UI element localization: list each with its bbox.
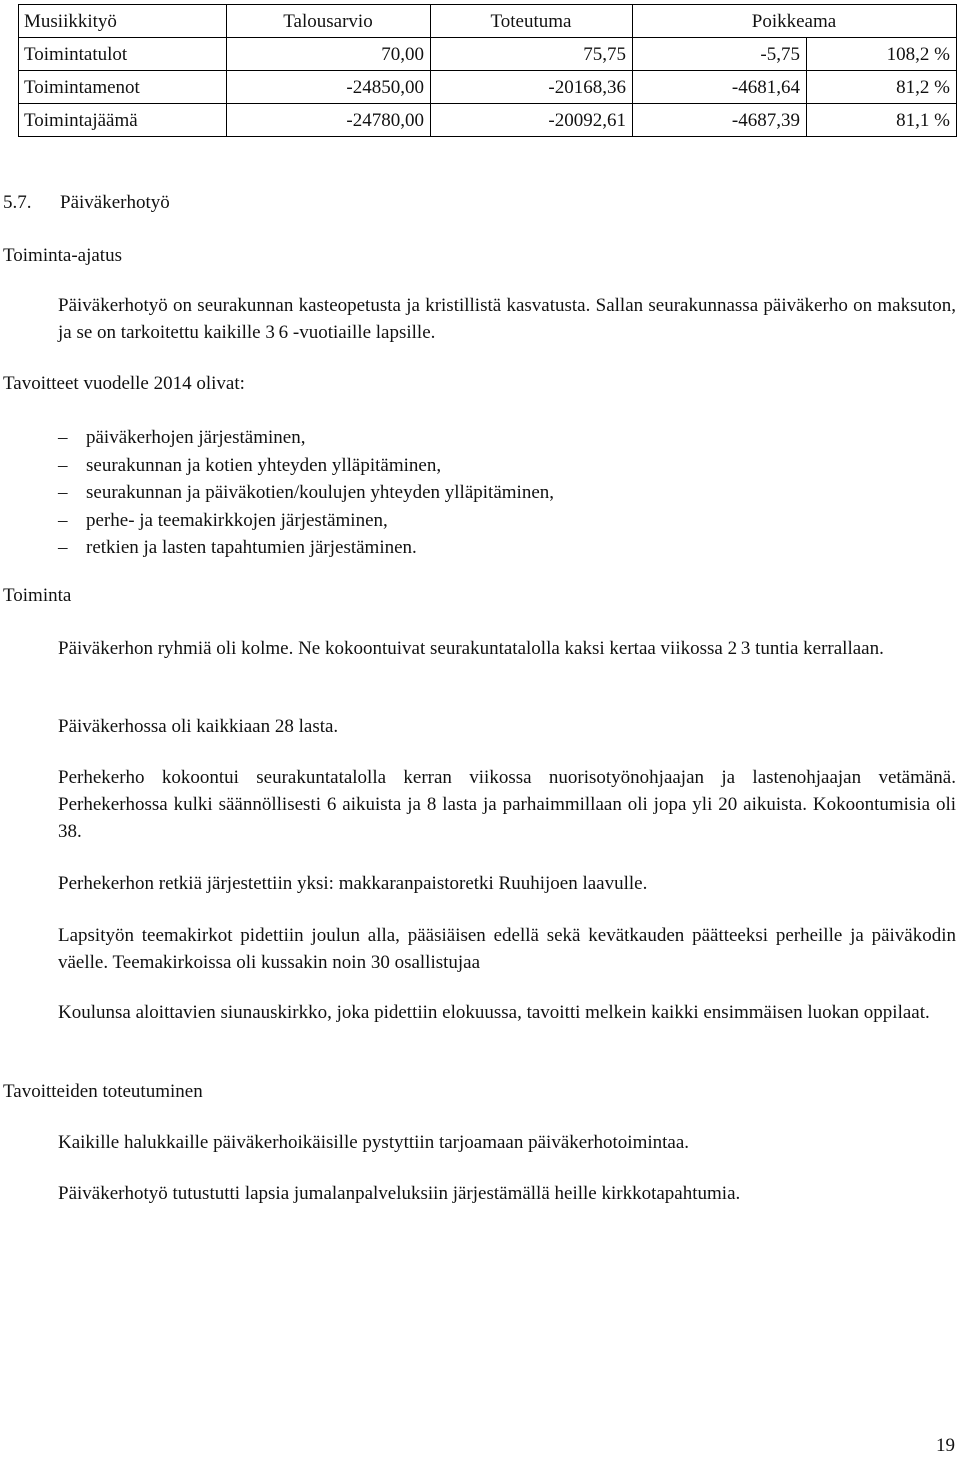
table-cell: 70,00 xyxy=(227,38,431,71)
table-row xyxy=(19,71,957,104)
table-cell: 75,75 xyxy=(431,38,633,71)
table-header-cell: Musiikkityö xyxy=(19,5,227,38)
activity-paragraph: Koulunsa aloittavien siunauskirkko, joka pidettiin elokuussa, tavoitti melkein kaikki ensimmäisen luokan oppilaat. xyxy=(58,1002,930,1023)
table-cell: -4681,64 xyxy=(633,71,807,104)
section-title: Päiväkerhotyö xyxy=(60,192,170,213)
table-header-cell: Toteutuma xyxy=(431,5,633,38)
table-cell: -20168,36 xyxy=(431,71,633,104)
table-cell: 81,2 % xyxy=(807,71,957,104)
finance-table xyxy=(18,4,957,137)
list-dash: – xyxy=(58,427,68,448)
list-dash: – xyxy=(58,482,68,503)
table-cell: -24780,00 xyxy=(227,104,431,137)
table-header-row xyxy=(19,5,957,38)
list-dash: – xyxy=(58,454,68,476)
page-number: 19 xyxy=(936,1435,955,1456)
activity-paragraph: Perhekerho kokoontui seurakuntatalolla kerran viikossa nuorisotyönohjaajan ja lastenohjaajan vetämänä. Perhekerhossa kulki säännöllisesti 6 aikuista ja 8 lasta ja parhaimmillaan oli jopa yli 20 aikuista. Kokoontumisia oli 38. xyxy=(58,767,956,842)
table-row xyxy=(19,38,957,71)
goals-label: Tavoitteet vuodelle 2014 olivat: xyxy=(3,373,245,394)
list-item: – seurakunnan ja päiväkotien/koulujen yhteyden ylläpitäminen, xyxy=(58,479,554,507)
list-item: – retkien ja lasten tapahtumien järjestäminen. xyxy=(58,534,554,562)
table-cell: Toimintamenot xyxy=(19,71,227,104)
results-label: Tavoitteiden toteutuminen xyxy=(3,1081,203,1102)
activity-paragraph: Lapsityön teemakirkot pidettiin joulun alla, pääsiäisen edellä sekä kevätkauden päätteeksi perheille ja päiväkodin väelle. Teemakirkoissa oli kussakin noin 30 osallistujaa xyxy=(58,925,956,973)
list-dash: – xyxy=(58,509,68,531)
idea-paragraph: Päiväkerhotyö on seurakunnan kasteopetusta ja kristillistä kasvatusta. Sallan seurakunnassa päiväkerho on maksuton, ja se on tarkoitettu kaikille 3 6 -vuotiaille lapsille. xyxy=(58,295,956,343)
table-cell: -4687,39 xyxy=(633,104,807,137)
idea-label: Toiminta-ajatus xyxy=(3,245,122,266)
table-cell: -24850,00 xyxy=(227,71,431,104)
activity-paragraph: Päiväkerhossa oli kaikkiaan 28 lasta. xyxy=(58,716,339,737)
table-row xyxy=(19,104,957,137)
table-cell: -5,75 xyxy=(633,38,807,71)
table-cell: Toimintajäämä xyxy=(19,104,227,137)
list-item: – seurakunnan ja kotien yhteyden ylläpitäminen, xyxy=(58,452,554,480)
activity-label: Toiminta xyxy=(3,585,72,606)
table-cell: Toimintatulot xyxy=(19,38,227,71)
table-header-cell: Poikkeama xyxy=(633,5,957,38)
activity-paragraph: Päiväkerhon ryhmiä oli kolme. Ne kokoontuivat seurakuntatalolla kaksi kertaa viikossa 2 3 tuntia kerrallaan. xyxy=(58,638,884,659)
goals-list xyxy=(58,424,554,562)
table-header-cell: Talousarvio xyxy=(227,5,431,38)
results-paragraph: Kaikille halukkaille päiväkerhoikäisille pystyttiin tarjoamaan päiväkerhotoimintaa. xyxy=(58,1132,690,1153)
list-item: – perhe- ja teemakirkkojen järjestäminen, xyxy=(58,507,554,535)
list-item: – päiväkerhojen järjestäminen, xyxy=(58,424,554,452)
table-cell: -20092,61 xyxy=(431,104,633,137)
list-dash: – xyxy=(58,537,68,558)
table-cell: 108,2 % xyxy=(807,38,957,71)
table-cell: 81,1 % xyxy=(807,104,957,137)
results-paragraph: Päiväkerhotyö tutustutti lapsia jumalanpalveluksiin järjestämällä heille kirkkotapahtumia. xyxy=(58,1183,741,1204)
activity-paragraph: Perhekerhon retkiä järjestettiin yksi: makkaranpaistoretki Ruuhijoen laavulle. xyxy=(58,873,648,894)
section-heading xyxy=(3,189,170,216)
section-number: 5.7. xyxy=(3,192,32,213)
